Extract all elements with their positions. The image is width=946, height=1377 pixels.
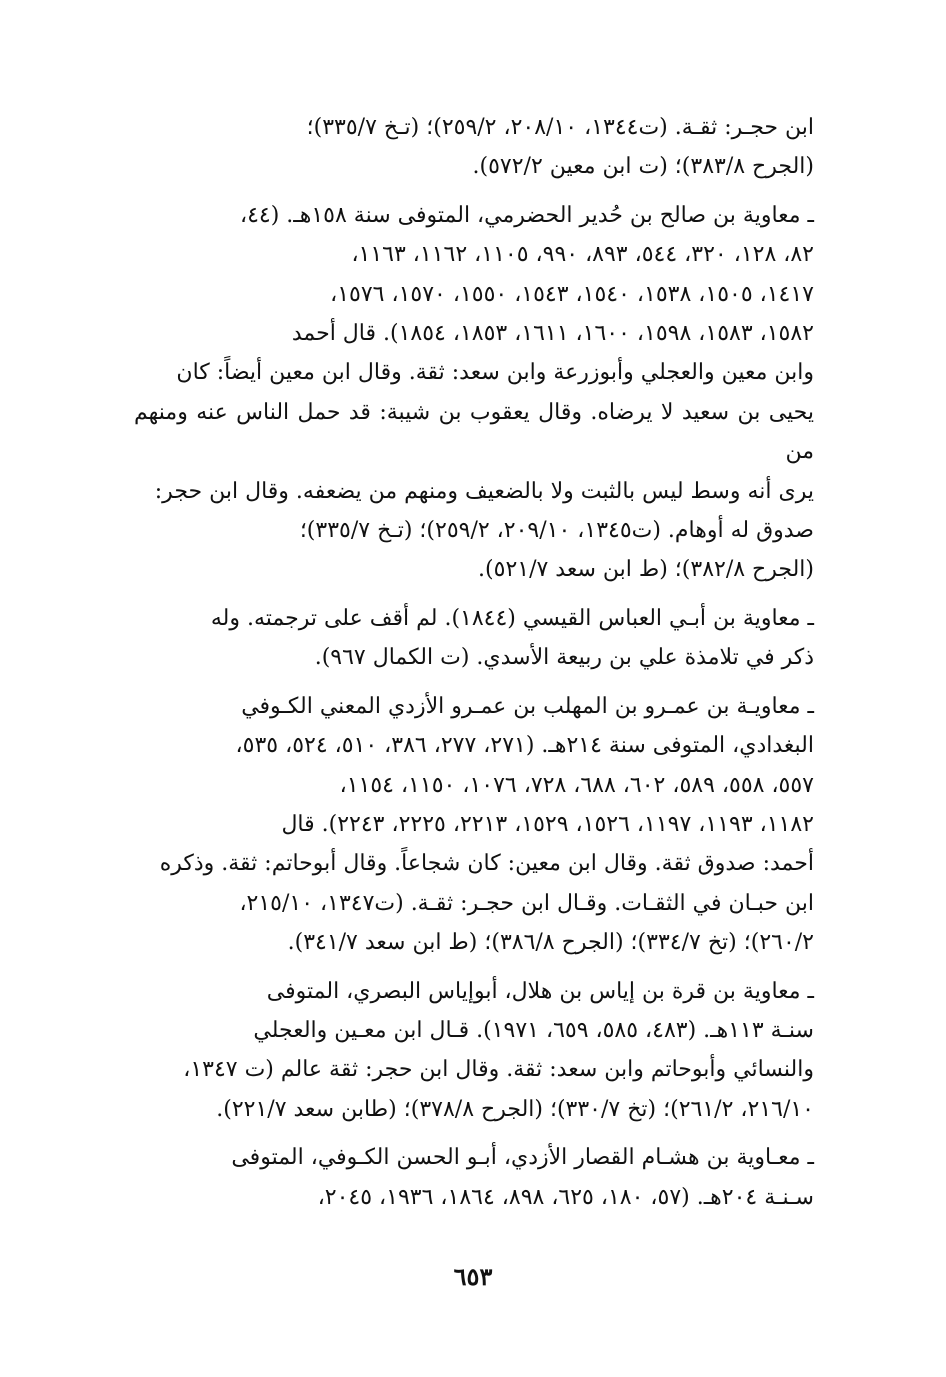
entry-muawiya-bin-amr: ـ معاويـة بن عمـرو بن المهلب بن عمـرو الأزدي المعني الكـوفي البغدادي، المتوفى سنة ٢١٤هـ. (٢٧١، ٢٧٧، ٣٨٦، ٥١٠، ٥٢٤، ٥٣٥، ٥٥٧، ٥٥٨، ٥٨٩، ٦٠٢، ٦٨٨، ٧٢٨، ١٠٧٦، ١١٥٠، ١١٥٤، ١١٨٢، ١١٩٣، ١١٩٧، ١٥٢٦، ١٥٢٩، ٢٢١٣، ٢٢٢٥، ٢٢٤٣). قال أحمد: صدوق ثقة. وقال ابن معين: كان شجاعاً. وقال أبوحاتم: ثقة. وذكره ابن حبـان في الثقـات. وقـال ابن حجـر: ثقـة. (ت١٣٤٧، ٢١٥/١٠، ٢٦٠/٢)؛ (تخ ٣٣٤/٧)؛ (الجرح ٣٨٦/٨)؛ (ط ابن سعد ٣٤١/٧).: [159, 693, 814, 956]
entry-continuation: ابن حجـر: ثقـة. (ت١٣٤٤، ٢٠٨/١٠، ٢٥٩/٢)؛ (تـخ ٣٣٥/٧)؛ (الجرح ٣٨٣/٨)؛ (ت ابن معين ٥٧٢/٢).: [306, 115, 814, 180]
entry-muawiya-bin-hisham: ـ معـاوية بن هشـام القصار الأزدي، أبـو الحسن الكـوفي، المتوفى سـنـة ٢٠٤هـ. (٥٧، ١٨٠، ٦٢٥، ٨٩٨، ١٨٦٤، ١٩٣٦، ٢٠٤٥،: [231, 1145, 814, 1210]
page-number: ٦٥٣: [453, 1262, 493, 1291]
entry-muawiya-bin-salih: ـ معاوية بن صالح بن حُدير الحضرمي، المتوفى سنة ١٥٨هـ. (٤٤، ٨٢، ١٢٨، ٣٢٠، ٥٤٤، ٨٩٣، ٩٩٠، ١١٠٥، ١١٦٢، ١١٦٣، ١٤١٧، ١٥٠٥، ١٥٣٨، ١٥٤٠، ١٥٤٣، ١٥٥٠، ١٥٧٠، ١٥٧٦، ١٥٨٢، ١٥٨٣، ١٥٩٨، ١٦٠٠، ١٦١١، ١٨٥٣، ١٨٥٤). قال أحمد وابن معين والعجلي وأبوزرعة وابن سعد: ثقة. وقال ابن معين أيضاً: كان يحيى بن سعيد لا يرضاه. وقال يعقوب بن شيبة: قد حمل الناس عنه ومنهم من يرى أنه وسط ليس بالثبت ولا بالضعيف ومنهم من يضعفه. وقال ابن حجر: صدوق له أوهام. (ت١٣٤٥، ٢٠٩/١٠، ٢٥٩/٢)؛ (تـخ ٣٣٥/٧)؛ (الجرح ٣٨٢/٨)؛ (ط ابن سعد ٥٢١/٧).: [134, 202, 814, 583]
page-body-text: [134, 108, 814, 1226]
entry-muawiya-bin-qurra: ـ معاوية بن قرة بن إياس بن هلال، أبوإياس البصري، المتوفى سنـة ١١٣هـ. (٤٨٣، ٥٨٥، ٦٥٩، ١٩٧١). قـال ابن معـين والعجلي والنسائي وأبوحاتم وابن سعد: ثقة. وقال ابن حجر: ثقة عالم (ت ١٣٤٧، ٢١٦/١٠، ٢٦١/٢)؛ (تخ ٣٣٠/٧)؛ (الجرح ٣٧٨/٨)؛ (طابن سعد ٢٢١/٧).: [183, 978, 814, 1122]
entry-muawiya-bin-abi-al-abbas: ـ معاوية بن أبـي العباس القيسي (١٨٤٤). لم أقف على ترجمته. وله ذكر في تلامذة علي بن ربيعة الأسدي. (ت الكمال ٩٦٧).: [210, 605, 814, 671]
